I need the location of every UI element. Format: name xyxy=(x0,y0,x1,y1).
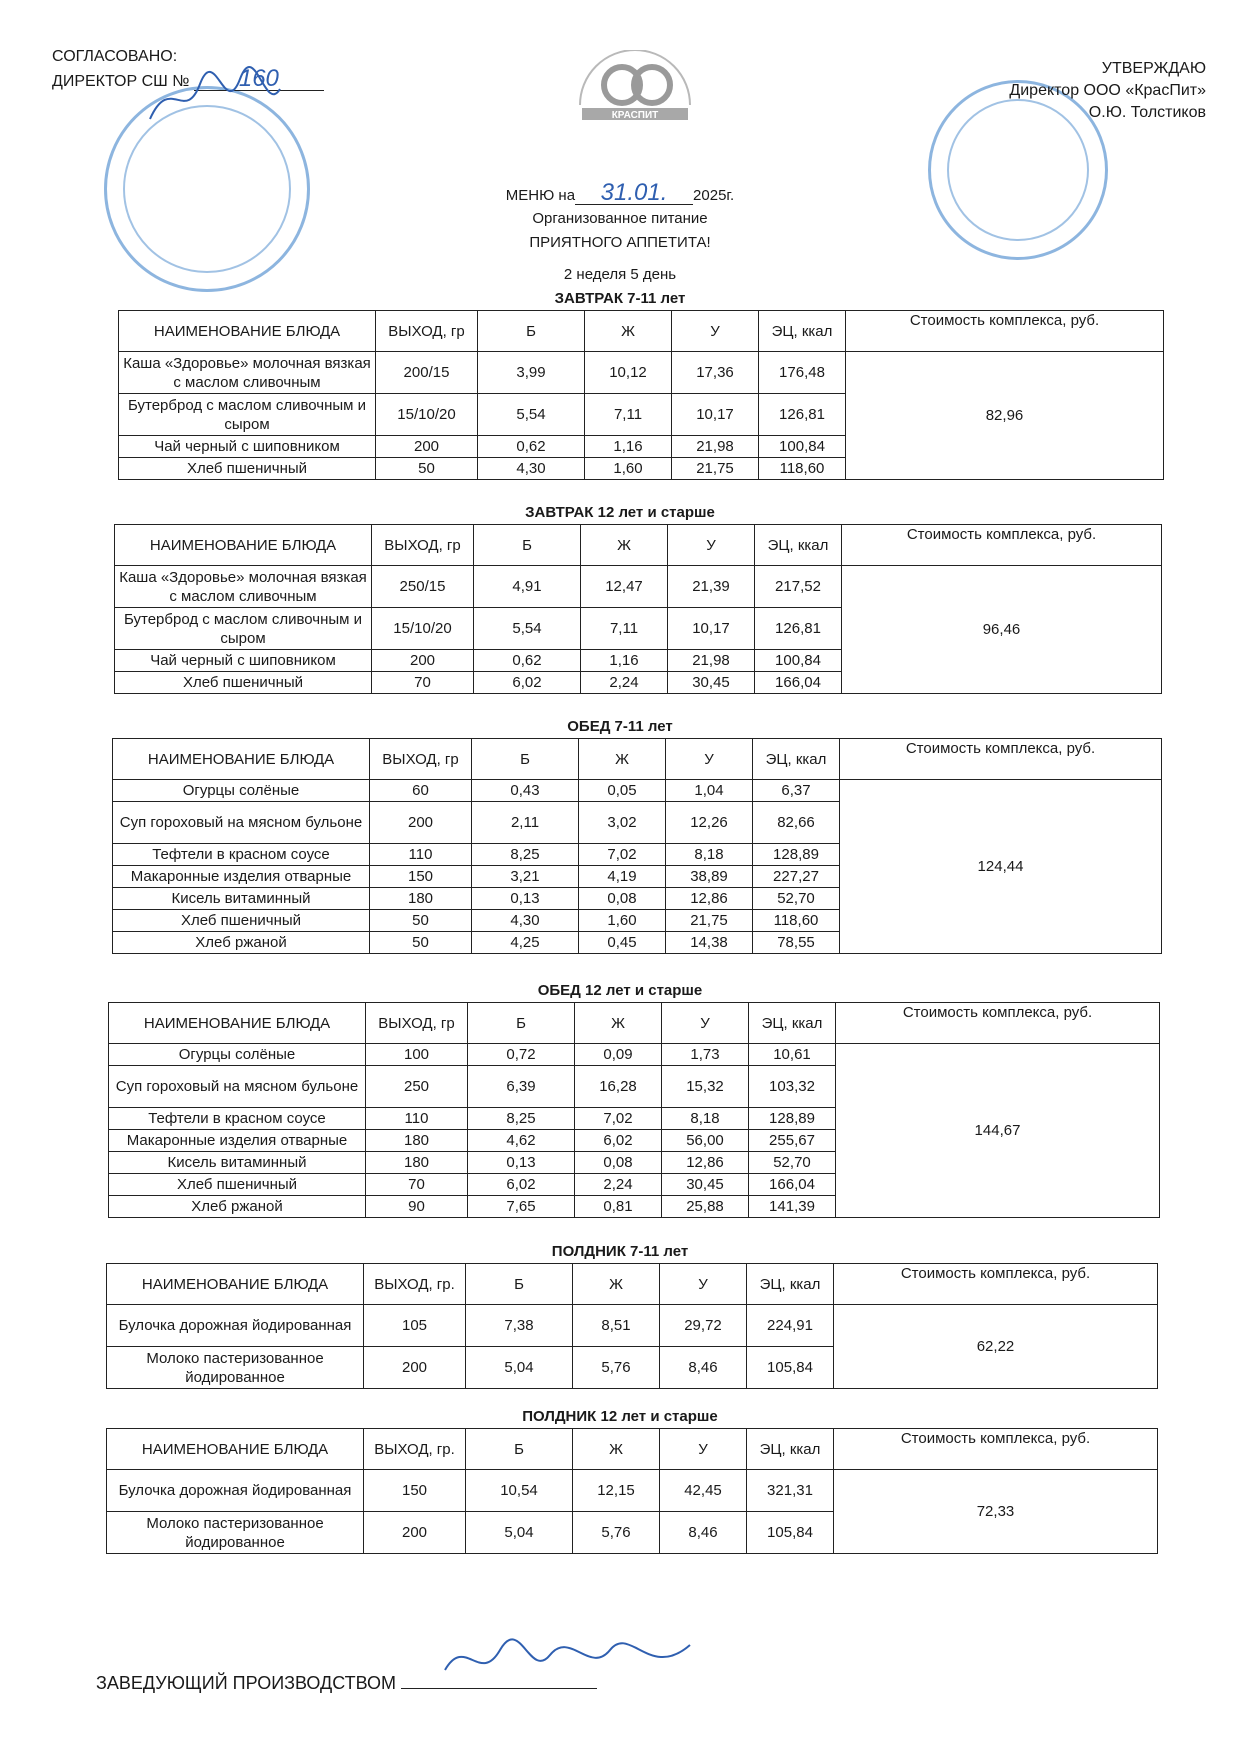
dish-energy: 128,89 xyxy=(753,844,840,866)
dish-carbs: 21,75 xyxy=(672,458,759,480)
dish-fat: 10,12 xyxy=(585,352,672,394)
dish-protein: 8,25 xyxy=(468,1108,575,1130)
dish-carbs: 1,73 xyxy=(662,1044,749,1066)
column-header-protein: Б xyxy=(478,311,585,352)
dish-energy: 118,60 xyxy=(753,910,840,932)
dish-fat: 0,81 xyxy=(575,1196,662,1218)
dish-fat: 0,08 xyxy=(575,1152,662,1174)
director-line: ДИРЕКТОР СШ № 160 xyxy=(52,68,324,93)
dish-fat: 4,19 xyxy=(579,866,666,888)
director-signature xyxy=(140,64,290,134)
section-title: ОБЕД 12 лет и старше xyxy=(537,982,703,999)
week-day: 2 неделя 5 день xyxy=(563,266,677,283)
column-header-yield: ВЫХОД, гр xyxy=(366,1003,468,1044)
dish-protein: 4,25 xyxy=(472,932,579,954)
signature-line xyxy=(401,1670,597,1689)
dish-energy: 126,81 xyxy=(755,608,842,650)
table-row xyxy=(107,1305,1158,1347)
dish-protein: 5,54 xyxy=(478,394,585,436)
footer-line xyxy=(96,1670,597,1694)
dish-carbs: 38,89 xyxy=(666,866,753,888)
complex-cost: 124,44 xyxy=(840,780,1162,954)
dish-name: Кисель витаминный xyxy=(113,888,370,910)
greeting: ПРИЯТНОГО АППЕТИТА! xyxy=(529,234,711,251)
dish-carbs: 10,17 xyxy=(672,394,759,436)
dish-yield: 90 xyxy=(366,1196,468,1218)
dish-yield: 110 xyxy=(366,1108,468,1130)
menu-table xyxy=(108,1002,1160,1218)
dish-fat: 7,11 xyxy=(585,394,672,436)
dish-name: Огурцы солёные xyxy=(113,780,370,802)
dish-fat: 0,08 xyxy=(579,888,666,910)
dish-yield: 180 xyxy=(366,1152,468,1174)
section-title: ПОЛДНИК 7-11 лет xyxy=(551,1243,689,1260)
dish-yield: 200 xyxy=(364,1347,466,1389)
dish-energy: 176,48 xyxy=(759,352,846,394)
dish-yield: 60 xyxy=(370,780,472,802)
dish-energy: 128,89 xyxy=(749,1108,836,1130)
dish-protein: 6,39 xyxy=(468,1066,575,1108)
dish-name: Каша «Здоровье» молочная вязкая с маслом сливочным xyxy=(115,566,372,608)
dish-protein: 0,13 xyxy=(472,888,579,910)
dish-name: Булочка дорожная йодированная xyxy=(107,1470,364,1512)
dish-fat: 2,24 xyxy=(575,1174,662,1196)
dish-name: Хлеб пшеничный xyxy=(113,910,370,932)
table-row xyxy=(107,1470,1158,1512)
dish-protein: 4,30 xyxy=(478,458,585,480)
column-header-yield: ВЫХОД, гр. xyxy=(364,1429,466,1470)
dish-name: Молоко пастеризованное йодированное xyxy=(107,1347,364,1389)
column-header-carbs: У xyxy=(668,525,755,566)
column-header-energy: ЭЦ, ккал xyxy=(753,739,840,780)
dish-name: Кисель витаминный xyxy=(109,1152,366,1174)
dish-energy: 100,84 xyxy=(755,650,842,672)
dish-fat: 7,02 xyxy=(579,844,666,866)
dish-name: Макаронные изделия отварные xyxy=(109,1130,366,1152)
column-header-protein: Б xyxy=(468,1003,575,1044)
menu-date: 31.01. xyxy=(575,182,693,205)
dish-carbs: 12,86 xyxy=(666,888,753,910)
dish-name: Хлеб ржаной xyxy=(109,1196,366,1218)
dish-protein: 6,02 xyxy=(474,672,581,694)
dish-protein: 8,25 xyxy=(472,844,579,866)
column-header-yield: ВЫХОД, гр xyxy=(376,311,478,352)
dish-yield: 150 xyxy=(370,866,472,888)
table-row xyxy=(119,352,1164,394)
dish-fat: 6,02 xyxy=(575,1130,662,1152)
dish-protein: 0,43 xyxy=(472,780,579,802)
dish-carbs: 1,04 xyxy=(666,780,753,802)
dish-name: Хлеб ржаной xyxy=(113,932,370,954)
dish-yield: 250/15 xyxy=(372,566,474,608)
menu-table xyxy=(118,310,1164,480)
dish-name: Тефтели в красном соусе xyxy=(109,1108,366,1130)
dish-fat: 1,16 xyxy=(581,650,668,672)
dish-energy: 217,52 xyxy=(755,566,842,608)
dish-energy: 100,84 xyxy=(759,436,846,458)
dish-energy: 78,55 xyxy=(753,932,840,954)
dish-fat: 12,15 xyxy=(573,1470,660,1512)
dish-energy: 255,67 xyxy=(749,1130,836,1152)
dish-protein: 0,62 xyxy=(474,650,581,672)
school-number: 160 xyxy=(194,68,324,91)
dish-carbs: 15,32 xyxy=(662,1066,749,1108)
complex-cost: 62,22 xyxy=(834,1305,1158,1389)
dish-protein: 7,38 xyxy=(466,1305,573,1347)
column-header-energy: ЭЦ, ккал xyxy=(747,1264,834,1305)
dish-energy: 141,39 xyxy=(749,1196,836,1218)
dish-carbs: 10,17 xyxy=(668,608,755,650)
menu-table xyxy=(114,524,1162,694)
column-header-fat: Ж xyxy=(581,525,668,566)
menu-date-line: МЕНЮ на 31.01. 2025г. xyxy=(505,179,735,206)
column-header-cost: Стоимость комплекса, руб. xyxy=(840,739,1162,780)
column-header-energy: ЭЦ, ккал xyxy=(747,1429,834,1470)
dish-name: Бутерброд с маслом сливочным и сыром xyxy=(119,394,376,436)
dish-energy: 6,37 xyxy=(753,780,840,802)
dish-carbs: 14,38 xyxy=(666,932,753,954)
dish-carbs: 8,18 xyxy=(666,844,753,866)
dish-yield: 70 xyxy=(372,672,474,694)
dish-yield: 110 xyxy=(370,844,472,866)
table-header-row xyxy=(119,311,1164,352)
dish-energy: 103,32 xyxy=(749,1066,836,1108)
dish-name: Суп гороховый на мясном бульоне xyxy=(113,802,370,844)
dish-yield: 15/10/20 xyxy=(372,608,474,650)
dish-energy: 224,91 xyxy=(747,1305,834,1347)
section-title: ОБЕД 7-11 лет xyxy=(567,718,673,735)
column-header-protein: Б xyxy=(474,525,581,566)
column-header-energy: ЭЦ, ккал xyxy=(755,525,842,566)
dish-name: Бутерброд с маслом сливочным и сыром xyxy=(115,608,372,650)
dish-energy: 321,31 xyxy=(747,1470,834,1512)
dish-protein: 4,91 xyxy=(474,566,581,608)
dish-yield: 15/10/20 xyxy=(376,394,478,436)
dish-carbs: 25,88 xyxy=(662,1196,749,1218)
kraspit-logo xyxy=(560,50,710,125)
column-header-fat: Ж xyxy=(573,1264,660,1305)
dish-fat: 5,76 xyxy=(573,1512,660,1554)
dish-fat: 0,45 xyxy=(579,932,666,954)
dish-name: Хлеб пшеничный xyxy=(119,458,376,480)
section-title: ЗАВТРАК 12 лет и старше xyxy=(525,504,715,521)
menu-table xyxy=(106,1263,1158,1389)
section-title: ПОЛДНИК 12 лет и старше xyxy=(522,1408,718,1425)
dish-fat: 0,09 xyxy=(575,1044,662,1066)
dish-energy: 52,70 xyxy=(749,1152,836,1174)
confirm-title: УТВЕРЖДАЮ xyxy=(1101,60,1206,77)
table-row xyxy=(109,1044,1160,1066)
column-header-cost: Стоимость комплекса, руб. xyxy=(834,1264,1158,1305)
dish-yield: 100 xyxy=(366,1044,468,1066)
director-name: О.Ю. Толстиков xyxy=(1088,104,1206,121)
dish-carbs: 12,26 xyxy=(666,802,753,844)
dish-protein: 4,30 xyxy=(472,910,579,932)
column-header-yield: ВЫХОД, гр xyxy=(370,739,472,780)
column-header-name: НАИМЕНОВАНИЕ БЛЮДА xyxy=(115,525,372,566)
dish-fat: 7,02 xyxy=(575,1108,662,1130)
dish-yield: 50 xyxy=(370,932,472,954)
dish-energy: 126,81 xyxy=(759,394,846,436)
dish-name: Тефтели в красном соусе xyxy=(113,844,370,866)
dish-yield: 200 xyxy=(372,650,474,672)
dish-carbs: 56,00 xyxy=(662,1130,749,1152)
column-header-protein: Б xyxy=(472,739,579,780)
dish-yield: 50 xyxy=(376,458,478,480)
complex-cost: 144,67 xyxy=(836,1044,1160,1218)
dish-protein: 0,13 xyxy=(468,1152,575,1174)
dish-protein: 6,02 xyxy=(468,1174,575,1196)
column-header-carbs: У xyxy=(660,1429,747,1470)
dish-protein: 2,11 xyxy=(472,802,579,844)
dish-name: Макаронные изделия отварные xyxy=(113,866,370,888)
column-header-name: НАИМЕНОВАНИЕ БЛЮДА xyxy=(109,1003,366,1044)
dish-carbs: 17,36 xyxy=(672,352,759,394)
column-header-carbs: У xyxy=(666,739,753,780)
table-header-row xyxy=(115,525,1162,566)
dish-energy: 10,61 xyxy=(749,1044,836,1066)
dish-name: Суп гороховый на мясном бульоне xyxy=(109,1066,366,1108)
dish-carbs: 21,75 xyxy=(666,910,753,932)
dish-fat: 2,24 xyxy=(581,672,668,694)
dish-yield: 150 xyxy=(364,1470,466,1512)
dish-carbs: 42,45 xyxy=(660,1470,747,1512)
subtitle: Организованное питание xyxy=(532,210,708,227)
dish-fat: 0,05 xyxy=(579,780,666,802)
dish-yield: 105 xyxy=(364,1305,466,1347)
column-header-cost: Стоимость комплекса, руб. xyxy=(842,525,1162,566)
column-header-fat: Ж xyxy=(585,311,672,352)
column-header-name: НАИМЕНОВАНИЕ БЛЮДА xyxy=(107,1429,364,1470)
section-title: ЗАВТРАК 7-11 лет xyxy=(554,290,686,307)
dish-energy: 118,60 xyxy=(759,458,846,480)
column-header-cost: Стоимость комплекса, руб. xyxy=(846,311,1164,352)
dish-carbs: 29,72 xyxy=(660,1305,747,1347)
complex-cost: 82,96 xyxy=(846,352,1164,480)
company-director: Директор ООО «КрасПит» xyxy=(1009,82,1206,99)
dish-protein: 0,62 xyxy=(478,436,585,458)
column-header-carbs: У xyxy=(672,311,759,352)
dish-yield: 180 xyxy=(370,888,472,910)
dish-name: Огурцы солёные xyxy=(109,1044,366,1066)
dish-name: Хлеб пшеничный xyxy=(109,1174,366,1196)
column-header-energy: ЭЦ, ккал xyxy=(759,311,846,352)
column-header-yield: ВЫХОД, гр xyxy=(372,525,474,566)
dish-energy: 105,84 xyxy=(747,1512,834,1554)
column-header-fat: Ж xyxy=(579,739,666,780)
dish-fat: 8,51 xyxy=(573,1305,660,1347)
column-header-protein: Б xyxy=(466,1429,573,1470)
table-row xyxy=(113,780,1162,802)
dish-fat: 5,76 xyxy=(573,1347,660,1389)
column-header-name: НАИМЕНОВАНИЕ БЛЮДА xyxy=(113,739,370,780)
confirm-block xyxy=(1009,58,1206,124)
column-header-yield: ВЫХОД, гр. xyxy=(364,1264,466,1305)
column-header-name: НАИМЕНОВАНИЕ БЛЮДА xyxy=(119,311,376,352)
dish-protein: 3,21 xyxy=(472,866,579,888)
dish-energy: 82,66 xyxy=(753,802,840,844)
column-header-cost: Стоимость комплекса, руб. xyxy=(834,1429,1158,1470)
dish-protein: 5,04 xyxy=(466,1347,573,1389)
column-header-fat: Ж xyxy=(573,1429,660,1470)
dish-carbs: 8,46 xyxy=(660,1347,747,1389)
column-header-cost: Стоимость комплекса, руб. xyxy=(836,1003,1160,1044)
dish-yield: 200 xyxy=(376,436,478,458)
column-header-carbs: У xyxy=(662,1003,749,1044)
dish-carbs: 21,98 xyxy=(672,436,759,458)
dish-yield: 250 xyxy=(366,1066,468,1108)
dish-energy: 52,70 xyxy=(753,888,840,910)
dish-name: Чай черный с шиповником xyxy=(119,436,376,458)
dish-protein: 5,04 xyxy=(466,1512,573,1554)
table-header-row xyxy=(107,1429,1158,1470)
dish-fat: 1,60 xyxy=(579,910,666,932)
dish-yield: 200 xyxy=(370,802,472,844)
footer-label: ЗАВЕДУЮЩИЙ ПРОИЗВОДСТВОМ xyxy=(96,1673,397,1693)
dish-carbs: 30,45 xyxy=(662,1174,749,1196)
dish-name: Булочка дорожная йодированная xyxy=(107,1305,364,1347)
column-header-fat: Ж xyxy=(575,1003,662,1044)
dish-energy: 105,84 xyxy=(747,1347,834,1389)
svg-text:КРАСПИТ: КРАСПИТ xyxy=(611,110,659,121)
dish-carbs: 8,46 xyxy=(660,1512,747,1554)
dish-name: Хлеб пшеничный xyxy=(115,672,372,694)
dish-fat: 16,28 xyxy=(575,1066,662,1108)
dish-carbs: 8,18 xyxy=(662,1108,749,1130)
dish-fat: 7,11 xyxy=(581,608,668,650)
dish-energy: 166,04 xyxy=(749,1174,836,1196)
dish-protein: 5,54 xyxy=(474,608,581,650)
dish-fat: 1,60 xyxy=(585,458,672,480)
dish-protein: 3,99 xyxy=(478,352,585,394)
dish-carbs: 12,86 xyxy=(662,1152,749,1174)
complex-cost: 96,46 xyxy=(842,566,1162,694)
dish-name: Чай черный с шиповником xyxy=(115,650,372,672)
table-row xyxy=(115,566,1162,608)
dish-yield: 180 xyxy=(366,1130,468,1152)
dish-fat: 3,02 xyxy=(579,802,666,844)
dish-name: Молоко пастеризованное йодированное xyxy=(107,1512,364,1554)
dish-carbs: 21,39 xyxy=(668,566,755,608)
column-header-name: НАИМЕНОВАНИЕ БЛЮДА xyxy=(107,1264,364,1305)
column-header-energy: ЭЦ, ккал xyxy=(749,1003,836,1044)
dish-name: Каша «Здоровье» молочная вязкая с маслом сливочным xyxy=(119,352,376,394)
dish-energy: 227,27 xyxy=(753,866,840,888)
table-header-row xyxy=(109,1003,1160,1044)
dish-yield: 200/15 xyxy=(376,352,478,394)
column-header-carbs: У xyxy=(660,1264,747,1305)
dish-fat: 1,16 xyxy=(585,436,672,458)
dish-protein: 0,72 xyxy=(468,1044,575,1066)
dish-carbs: 30,45 xyxy=(668,672,755,694)
dish-protein: 10,54 xyxy=(466,1470,573,1512)
dish-fat: 12,47 xyxy=(581,566,668,608)
approval-title: СОГЛАСОВАНО: xyxy=(52,48,178,65)
dish-yield: 50 xyxy=(370,910,472,932)
dish-yield: 200 xyxy=(364,1512,466,1554)
dish-protein: 7,65 xyxy=(468,1196,575,1218)
table-header-row xyxy=(107,1264,1158,1305)
column-header-protein: Б xyxy=(466,1264,573,1305)
complex-cost: 72,33 xyxy=(834,1470,1158,1554)
dish-carbs: 21,98 xyxy=(668,650,755,672)
dish-protein: 4,62 xyxy=(468,1130,575,1152)
table-header-row xyxy=(113,739,1162,780)
dish-yield: 70 xyxy=(366,1174,468,1196)
menu-table xyxy=(112,738,1162,954)
menu-table xyxy=(106,1428,1158,1554)
dish-energy: 166,04 xyxy=(755,672,842,694)
